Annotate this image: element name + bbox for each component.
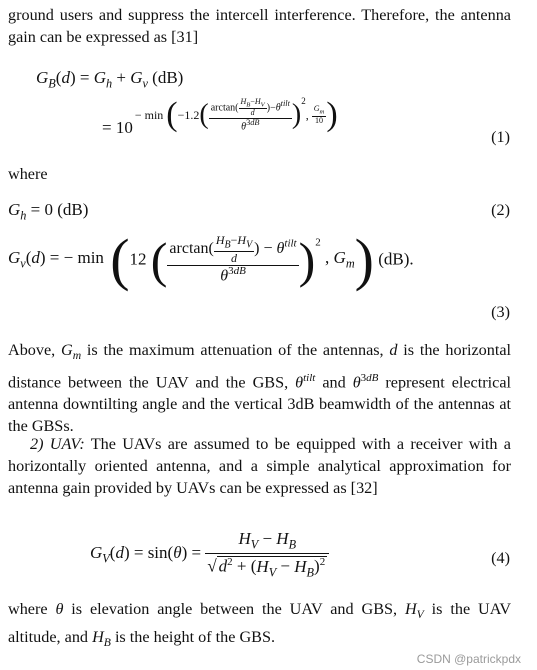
eq1-min: min (144, 107, 164, 122)
uav-text: The UAVs are assumed to be equipped with a receiver with a horizontally oriented antenna, and a simple analytical approximation for antenna gain provided by UAVs can be expressed as [32] (8, 435, 511, 497)
eq1-arctan: arctan (210, 102, 236, 114)
eq3-unit: (dB). (378, 249, 414, 269)
eq3-min: min (77, 247, 104, 267)
intro-text: ground users and suppress the intercell interference. Therefore, the antenna gain can be expressed as [31] (8, 6, 511, 46)
eq4-number: (4) (491, 549, 510, 567)
eq1-coef: −1.2 (177, 107, 200, 122)
uav-heading: 2) UAV: (30, 435, 85, 453)
eq2-number: (2) (491, 201, 510, 219)
paragraph-above: Above, $G_m$ is the maximum attenuation of the antennas, d is the horizontal distance between the UAV and the GBS, $\theta^{tilt}$ and $\theta^{3dB}$ represent electrical antenna downtilting angle and the vertical 3dB beamwidth of the antennas at the GBSs. (8, 341, 512, 436)
eq1-base: 10 (115, 118, 133, 137)
eq3-number: (3) (491, 303, 510, 321)
equation-1-line-1: $G_B(d) = G_h + G_v$ (dB) (36, 68, 184, 91)
eq1-unit: (dB) (152, 68, 184, 87)
equation-3: $G_v(d)$ = − min (12 ( arctan( $\frac{H_B-H_V}{d}$ ) − $\theta^{tilt}$ $\theta^{3dB}$ )$^2$ , $G_m$) (dB). (8, 227, 414, 292)
eq3-arctan: arctan (169, 240, 209, 258)
paragraph-intro (8, 4, 511, 48)
watermark: CSDN @patrickpdx (416, 652, 521, 666)
eq4-sin: sin (147, 542, 168, 562)
where-label-1: where (8, 165, 48, 183)
eq3-twelve: 12 (129, 249, 147, 269)
paragraph-last: where θ is elevation angle between the UAV and GBS, $H_V$ is the UAV altitude, and $H_B$ is the height of the GBS. (8, 600, 512, 650)
equation-1-line-2: = 10− min (−1.2( arctan( $\frac{H_B-H_V}{d}$ )$-\theta^{tilt}$ $\theta^{3dB}$ )$^2$, $\frac{G_m}{10}$ ) (102, 96, 338, 137)
equation-4: $G_V(d) = \sin(\theta)$ = $\frac{H_V - H_B}{√ d^2 + (H_V - H_B)^2}$ (90, 530, 329, 579)
equation-2: $G_h = 0$ (dB) (8, 200, 89, 223)
eq2-unit: (dB) (57, 200, 89, 219)
eq1-number: (1) (491, 128, 510, 146)
paragraph-uav (8, 433, 511, 499)
